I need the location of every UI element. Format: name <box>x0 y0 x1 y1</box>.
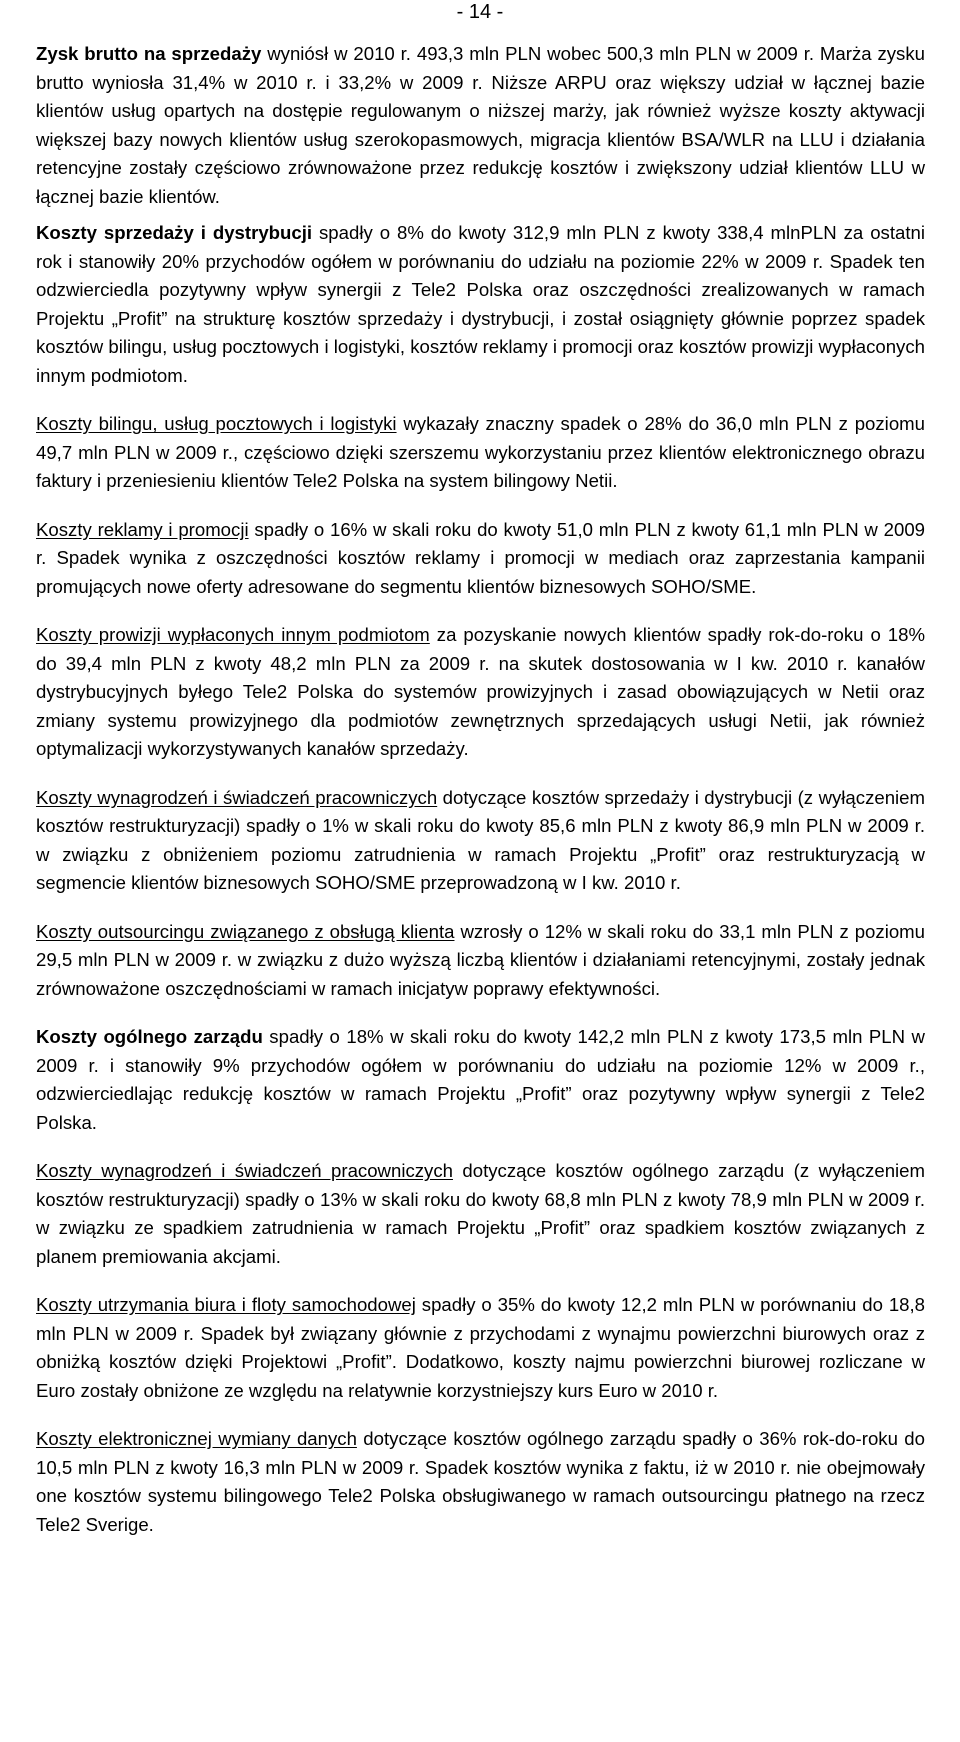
paragraph-lead: Zysk brutto na sprzedaży <box>36 43 262 64</box>
paragraph-lead: Koszty elektronicznej wymiany danych <box>36 1428 357 1449</box>
paragraph-lead: Koszty sprzedaży i dystrybucji <box>36 222 313 243</box>
paragraph-text: spadły o 16% w skali roku do kwoty 51,0 mln PLN z kwoty 61,1 mln PLN w 2009 r. Spadek wynika z oszczędności kosztów reklamy i promocji w mediach oraz zaprzestania kampanii promujących nowe oferty adresowane do segmentu klientów biznesowych SOHO/SME. <box>36 518 925 597</box>
paragraph-gross-profit <box>36 40 925 211</box>
paragraph-lead: Koszty bilingu, usług pocztowych i logistyki <box>36 413 397 434</box>
paragraph-text: wykazały znaczny spadek o 28% do 36,0 mln PLN z poziomu 49,7 mln PLN w 2009 r., częściowo dzięki szerszemu wykorzystaniu przez klientów elektronicznego obrazu faktury i przeniesieniu klientów Tele2 Polska na system bilingowy Netii. <box>36 413 925 491</box>
paragraph-text: spadły o 18% w skali roku do kwoty 142,2 mln PLN z kwoty 173,5 mln PLN w 2009 r. i stanowiły 9% przychodów ogółem w porównaniu do udziału na poziomie 12% w 2009 r., odzwierciedlając redukcję kosztów w ramach Projektu „Profit” oraz pozytywny wpływ synergii z Tele2 Polska. <box>36 1026 925 1133</box>
paragraph-salary-costs-sales <box>36 784 925 898</box>
paragraph-text: dotyczące kosztów ogólnego zarządu (z wyłączeniem kosztów restrukturyzacji) spadły o 13% w skali roku do kwoty 68,8 mln PLN z kwoty 78,9 mln PLN w 2009 r. w związku ze spadkiem zatrudnienia w ramach Projektu „Profit” oraz spadkiem kosztów związanych z planem premiowania akcjami. <box>36 1160 925 1267</box>
paragraph-lead: Koszty wynagrodzeń i świadczeń pracowniczych <box>36 786 438 808</box>
paragraph-lead: Koszty utrzymania biura i floty samochodowej <box>36 1294 416 1315</box>
paragraph-text: za pozyskanie nowych klientów spadły rok-do-roku o 18% do 39,4 mln PLN z kwoty 48,2 mln PLN za 2009 r. na skutek dostosowania w I kw. 2010 r. kanałów dystrybucyjnych byłego Tele2 Polska do systemów prowizyjnych i zasad obowiązujących w Netii oraz zmiany systemu prowizyjnego dla podmiotów zewnętrznych sprzedających usługi Netii, jak również optymalizacji wykorzystywanych kanałów sprzedaży. <box>36 624 925 759</box>
paragraph-text: dotyczące kosztów sprzedaży i dystrybucji (z wyłączeniem kosztów restrukturyzacji) spadły o 1% w skali roku do kwoty 85,6 mln PLN z kwoty 86,9 mln PLN w 2009 r. w związku z obniżeniem poziomu zatrudnienia w ramach Projektu „Profit” oraz restrukturyzacją w segmencie klientów biznesowych SOHO/SME przeprowadzoną w I kw. 2010 r. <box>36 786 926 893</box>
paragraph-salary-costs-admin <box>36 1157 925 1271</box>
paragraph-commission-costs <box>36 621 925 764</box>
paragraph-lead: Koszty outsourcingu związanego z obsługą klienta <box>36 920 455 942</box>
paragraph-edi-costs <box>36 1425 925 1539</box>
paragraph-office-fleet-costs <box>36 1291 925 1405</box>
paragraph-text: wzrosły o 12% w skali roku do 33,1 mln PLN z poziomu 29,5 mln PLN w 2009 r. w związku z dużo wyższą liczbą klientów i działaniami retencyjnymi, zostały jednak zrównoważone oszczędnościami w ramach inicjatyw poprawy efektywności. <box>36 920 925 999</box>
paragraph-text: dotyczące kosztów ogólnego zarządu spadły o 36% rok-do-roku do 10,5 mln PLN z kwoty 16,3 mln PLN w 2009 r. Spadek kosztów wynika z faktu, iż w 2010 r. nie obejmowały one kosztów systemu bilingowego Tele2 Polska obsługiwanego w ramach outsourcingu płatnego na rzecz Tele2 Sverige. <box>36 1428 925 1535</box>
paragraph-text: wyniósł w 2010 r. 493,3 mln PLN wobec 500,3 mln PLN w 2009 r. Marża zysku brutto wyniosła 31,4% w 2010 r. i 33,2% w 2009 r. Niższe ARPU oraz większy udział w łącznej bazie klientów usług opartych na dostępie regulowanym o niższej marży, jak również wyższe koszty aktywacji większej bazy nowych klientów usług szerokopasmowych, migracja klientów BSA/WLR na LLU i działania retencyjne zostały częściowo zrównoważone przez redukcję kosztów i zwiększony udział klientów LLU w łącznej bazie klientów. <box>36 43 925 207</box>
document-body <box>36 0 925 1539</box>
paragraph-lead: Koszty prowizji wypłaconych innym podmiotom <box>36 624 430 645</box>
paragraph-text: spadły o 8% do kwoty 312,9 mln PLN z kwoty 338,4 mlnPLN za ostatni rok i stanowiły 20% przychodów ogółem w porównaniu do udziału na poziomie 22% w 2009 r. Spadek ten odzwierciedla pozytywny wpływ synergii z Tele2 Polska oraz oszczędności zrealizowanych w ramach Projektu „Profit” na strukturę kosztów sprzedaży i dystrybucji, i został osiągnięty głównie poprzez spadek kosztów bilingu, usług pocztowych i logistyki, kosztów reklamy i promocji oraz kosztów prowizji wypłaconych innym podmiotom. <box>36 222 925 386</box>
paragraph-lead: Koszty reklamy i promocji <box>36 518 249 540</box>
paragraph-text: spadły o 35% do kwoty 12,2 mln PLN w porównaniu do 18,8 mln PLN w 2009 r. Spadek był związany głównie z przychodami z wynajmu powierzchni biurowych oraz z obniżką kosztów dzięki Projektowi „Profit”. Dodatkowo, koszty najmu powierzchni biurowej rozliczane w Euro zostały obniżone ze względu na relatywnie korzystniejszy kurs Euro w 2010 r. <box>36 1294 926 1401</box>
paragraph-sales-distribution-costs <box>36 219 925 390</box>
paragraph-lead: Koszty wynagrodzeń i świadczeń pracowniczych <box>36 1160 453 1181</box>
paragraph-outsourcing-costs <box>36 918 925 1004</box>
paragraph-advertising-costs <box>36 516 925 602</box>
paragraph-general-admin-costs <box>36 1023 925 1137</box>
paragraph-billing-costs <box>36 410 925 496</box>
page-number: - 14 - <box>456 1 504 23</box>
paragraph-lead: Koszty ogólnego zarządu <box>36 1026 263 1047</box>
